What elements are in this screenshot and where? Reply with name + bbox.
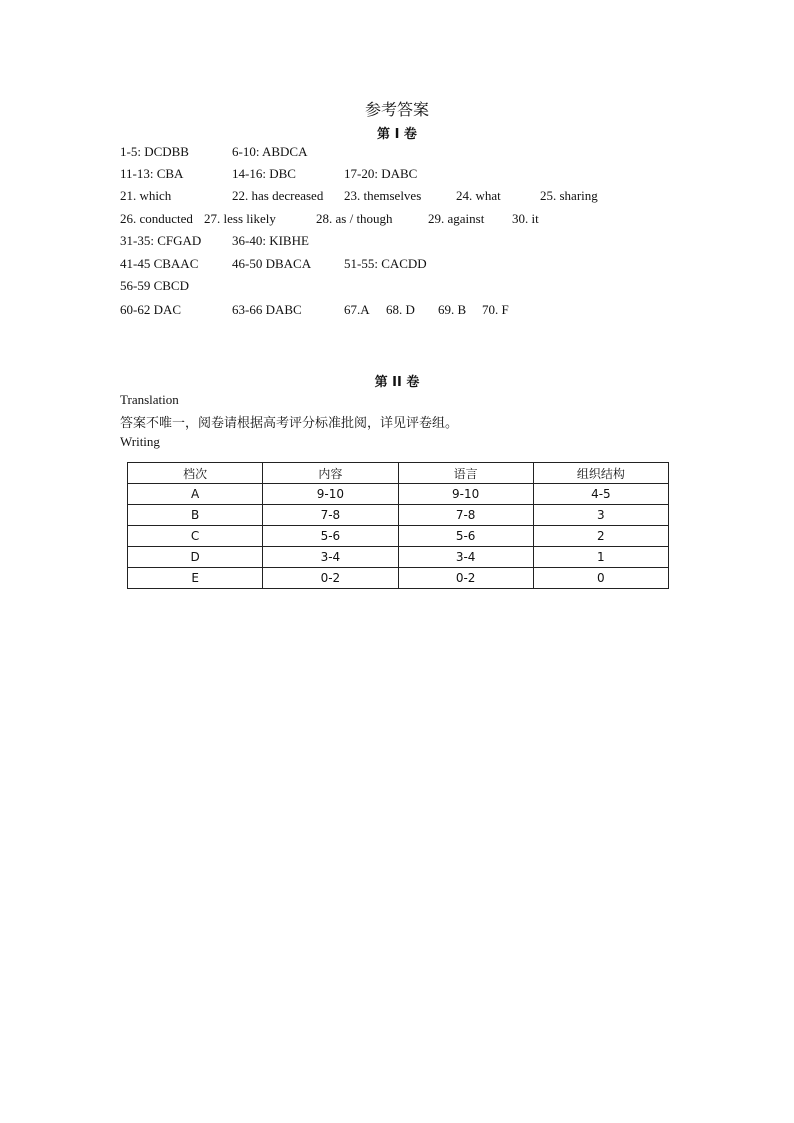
table-cell: 7-8 [398,505,533,526]
translation-label: Translation [120,392,179,407]
answer-item: 69. B [438,302,467,317]
answer-item: 27. less likely [204,211,276,226]
table-cell: 0-2 [263,568,398,589]
translation-note: 答案不唯一，阅卷请根据高考评分标准批阅，详见评卷组。 [120,416,459,431]
column-header: 组织结构 [533,463,668,484]
table-cell: 2 [533,526,668,547]
answer-row [0,278,794,298]
answer-item: 63-66 DABC [232,302,302,317]
table-row [128,484,669,505]
answer-item: 22. has decreased [232,188,324,203]
answer-row [0,211,794,231]
table-cell: E [128,568,263,589]
table-row [128,505,669,526]
answer-item: 60-62 DAC [120,302,182,317]
answer-item: 31-35: CFGAD [120,233,202,248]
answer-item: 67.A [344,302,370,317]
answer-row [0,166,794,186]
table-cell: 0 [533,568,668,589]
table-cell: A [128,484,263,505]
table-cell: 3 [533,505,668,526]
answer-item: 17-20: DABC [344,166,418,181]
table-cell: 4-5 [533,484,668,505]
table-header-row [128,463,669,484]
page-title: 参考答案 [364,100,429,119]
table-cell: B [128,505,263,526]
answer-item: 14-16: DBC [232,166,296,181]
answer-item: 23. themselves [344,188,422,203]
table-cell: 1 [533,547,668,568]
table-cell: C [128,526,263,547]
answer-row [0,188,794,208]
table-row [128,526,669,547]
answer-item: 6-10: ABDCA [232,144,308,159]
table-cell: 0-2 [398,568,533,589]
answer-item: 46-50 DBACA [232,256,312,271]
table-cell: D [128,547,263,568]
column-header: 内容 [263,463,398,484]
table-row [128,568,669,589]
answer-item: 21. which [120,188,172,203]
answer-row [0,302,794,322]
answer-row [0,256,794,276]
answer-item: 11-13: CBA [120,166,184,181]
answer-item: 1-5: DCDBB [120,144,189,159]
column-header: 档次 [128,463,263,484]
answer-row [0,144,794,164]
table-cell: 7-8 [263,505,398,526]
table-cell: 5-6 [398,526,533,547]
answer-row [0,233,794,253]
table-cell: 9-10 [398,484,533,505]
answer-item: 36-40: KIBHE [232,233,309,248]
section-heading-part1: 第 I 卷 [377,127,417,142]
table-cell: 3-4 [263,547,398,568]
writing-score-table [127,462,669,589]
table-cell: 9-10 [263,484,398,505]
column-header: 语言 [398,463,533,484]
answer-item: 26. conducted [120,211,193,226]
writing-label: Writing [120,434,160,449]
answer-item: 30. it [512,211,539,226]
answer-item: 51-55: CACDD [344,256,427,271]
table-row [128,547,669,568]
section-heading-part2: 第 II 卷 [374,375,420,390]
answer-item: 29. against [428,211,485,226]
table-cell: 3-4 [398,547,533,568]
answer-item: 70. F [482,302,509,317]
table-cell: 5-6 [263,526,398,547]
answer-item: 56-59 CBCD [120,278,189,293]
answer-item: 24. what [456,188,501,203]
answer-item: 41-45 CBAAC [120,256,199,271]
answer-item: 28. as / though [316,211,393,226]
answer-item: 68. D [386,302,415,317]
answer-item: 25. sharing [540,188,598,203]
